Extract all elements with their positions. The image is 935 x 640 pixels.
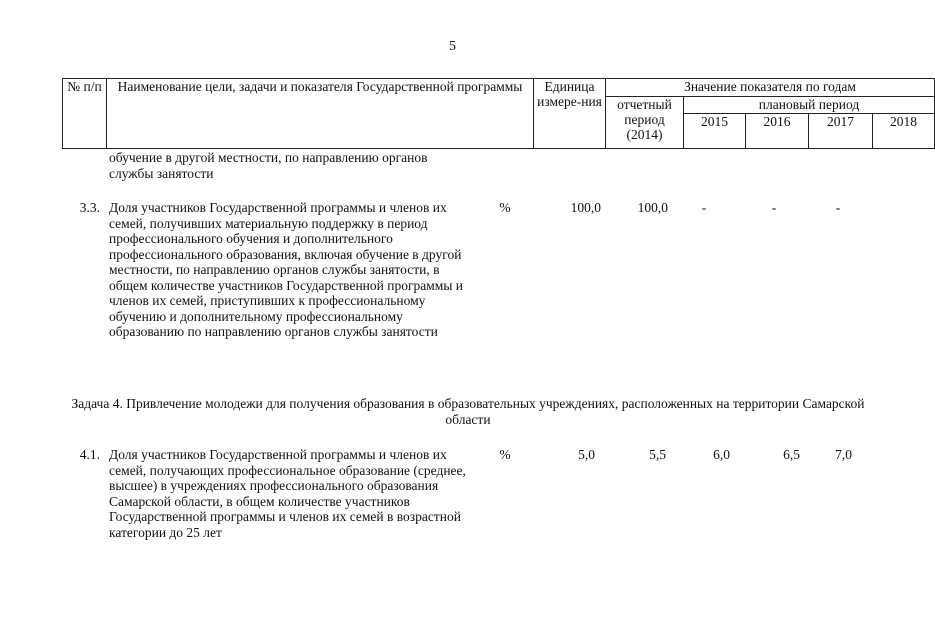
- row-2018: 7,0: [835, 447, 852, 462]
- row-2015: 5,5: [649, 447, 666, 462]
- row-unit: %: [499, 200, 511, 215]
- header-num: № п/п: [63, 79, 107, 149]
- page-number: 5: [449, 39, 456, 54]
- header-report: отчетный период (2014): [606, 97, 684, 149]
- row-2017: 6,5: [783, 447, 800, 462]
- header-year-2016: 2016: [746, 114, 809, 149]
- row-2018: -: [835, 200, 841, 215]
- header-unit: Единица измере-ния: [534, 79, 606, 149]
- row-num: 3.3.: [79, 200, 100, 215]
- row-text: Доля участников Государственной программы и членов их семей, получающих профессиональное образование (среднее, высшее) в учреждениях профессионального образования Самарской области, в общем количестве участников Государственной программы и членов их семей в возрастной категории до 25 лет: [109, 447, 466, 540]
- row-report: 100,0: [570, 200, 601, 215]
- row-num: 4.1.: [79, 447, 100, 462]
- row-unit: %: [499, 447, 511, 462]
- header-year-2017: 2017: [809, 114, 873, 149]
- header-year-2015: 2015: [684, 114, 746, 149]
- task-4-heading: Задача 4. Привлечение молодежи для получения образования в образовательных учреждениях, расположенных на территории Самарской области: [71, 396, 865, 427]
- row-2016: -: [701, 200, 707, 215]
- row-report: 5,0: [578, 447, 595, 462]
- row-2017: -: [771, 200, 777, 215]
- row-text: Доля участников Государственной программы и членов их семей, получивших материальную поддержку в период профессионального обучения и дополнительного профессионального образования, включая обучение в другой местности, по направлению органов службы занятости, в общем количестве участников Государственной программы и членов их семей, приступивших к профессиональному обучению и дополнительному профессиональному образованию по направлению органов службы занятости: [109, 200, 464, 339]
- table-header: [62, 78, 935, 149]
- continuation-text: обучение в другой местности, по направлению органов службы занятости: [109, 150, 428, 181]
- row-2015: 100,0: [637, 200, 668, 215]
- row-2016: 6,0: [713, 447, 730, 462]
- header-values: Значение показателя по годам: [606, 79, 935, 97]
- header-year-2018: 2018: [873, 114, 935, 149]
- header-name: Наименование цели, задачи и показателя Государственной программы: [107, 79, 534, 149]
- header-planned: плановый период: [684, 97, 935, 114]
